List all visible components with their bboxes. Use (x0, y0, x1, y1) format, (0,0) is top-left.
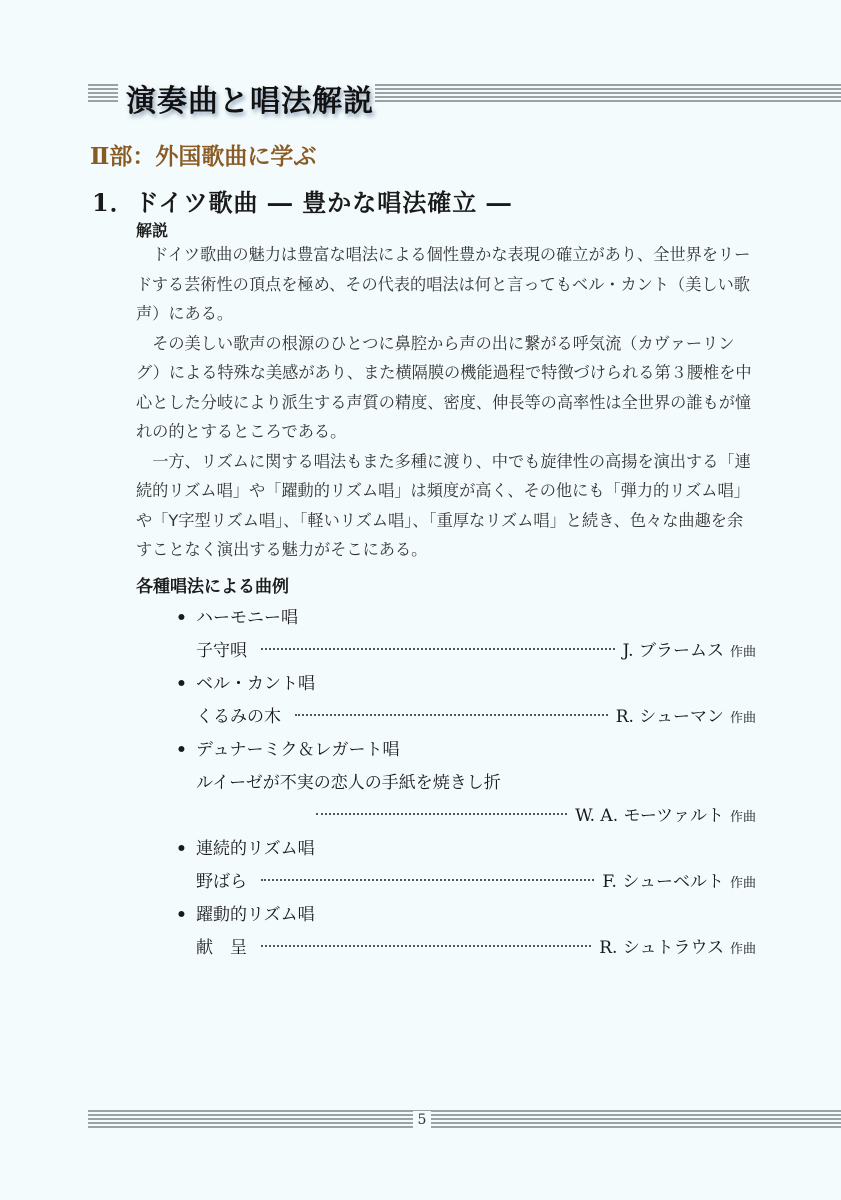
dot-leader (261, 879, 594, 881)
example-song-row (176, 866, 756, 899)
composer-suffix: 作曲 (729, 810, 756, 825)
example-style (176, 833, 756, 866)
example-song-title: 子守唄 (196, 641, 247, 661)
commentary-heading: 解説 (136, 221, 169, 240)
commentary-paragraph: その美しい歌声の根源のひとつに鼻腔から声の出に繋がる呼気流（カヴァーリング）による特殊な美感があり、また横隔膜の機能過程で特徴づけられる第３腰椎を中心とした分岐により派生する声質の精度、密度、伸長等の高率性は全世界の誰もが憧れの的とするところである。 (136, 333, 752, 441)
example-song-row (176, 800, 756, 833)
example-item (176, 899, 756, 965)
example-style-label: 躍動的リズム唱 (196, 905, 315, 925)
example-song-row (176, 701, 756, 734)
example-style-label: ハーモニー唱 (196, 608, 298, 628)
example-item (176, 833, 756, 899)
example-song-title: ルイーゼが不実の恋人の手紙を焼きし折 (196, 773, 501, 793)
example-song-row (176, 635, 756, 668)
examples-list (176, 602, 756, 965)
bullet-icon: • (176, 674, 187, 694)
composer-suffix: 作曲 (729, 942, 756, 957)
example-item (176, 602, 756, 668)
example-song-row (176, 932, 756, 965)
dot-leader (261, 648, 615, 650)
page-number: 5 (413, 1111, 431, 1129)
example-style (176, 668, 756, 701)
commentary-paragraph: ドイツ歌曲の魅力は豊富な唱法による個性豊かな表現の確立があり、全世界をリードする芸術性の頂点を極め、その代表的唱法は何と言ってもベル・カント（美しい歌声）にある。 (136, 245, 751, 323)
example-style-label: 連続的リズム唱 (196, 839, 315, 859)
bullet-icon: • (176, 839, 187, 859)
example-composer: R. シューマン (615, 707, 724, 727)
example-song-title: 献 呈 (196, 938, 247, 958)
dot-leader (295, 714, 608, 716)
example-item (176, 734, 756, 833)
footer-staff (88, 1110, 841, 1128)
example-style-label: ベル・カント唱 (196, 674, 315, 694)
example-composer: W. A. モーツァルト (575, 806, 724, 826)
header-staff-right (375, 84, 841, 102)
example-composer: J. ブラームス (622, 641, 724, 661)
bullet-icon: • (176, 740, 187, 760)
header-staff-left (88, 84, 118, 102)
example-composer: R. シュトラウス (599, 938, 724, 958)
example-style (176, 602, 756, 635)
example-song-title: 野ばら (196, 872, 247, 892)
part-title: Ⅱ部：外国歌曲に学ぶ (90, 143, 317, 170)
example-style (176, 734, 756, 767)
composer-suffix: 作曲 (729, 876, 756, 891)
example-composer: F. シューベルト (602, 872, 724, 892)
commentary-body (136, 240, 756, 565)
page-header-title: 演奏曲と唱法解説 (126, 84, 374, 119)
commentary-paragraph: 一方、リズムに関する唱法もまた多種に渡り、中でも旋律性の高揚を演出する「連続的リズム唱」や「躍動的リズム唱」は頻度が高く、その他にも「弾力的リズム唱」や「Y字型リズム唱」、「軽いリズム唱」、「重厚なリズム唱」と続き、色々な曲趣を余すことなく演出する魅力がそこにある。 (136, 451, 751, 559)
bullet-icon: • (176, 905, 187, 925)
bullet-icon: • (176, 608, 187, 628)
examples-heading: 各種唱法による曲例 (136, 577, 289, 597)
dot-leader (316, 813, 567, 815)
composer-suffix: 作曲 (729, 711, 756, 726)
section-title: 1．ドイツ歌曲 ― 豊かな唱法確立 ― (92, 188, 512, 217)
dot-leader (261, 945, 591, 947)
example-style (176, 899, 756, 932)
composer-suffix: 作曲 (729, 645, 756, 660)
example-item (176, 668, 756, 734)
example-song-title: くるみの木 (196, 707, 281, 727)
example-style-label: デュナーミク＆レガート唱 (196, 740, 400, 760)
